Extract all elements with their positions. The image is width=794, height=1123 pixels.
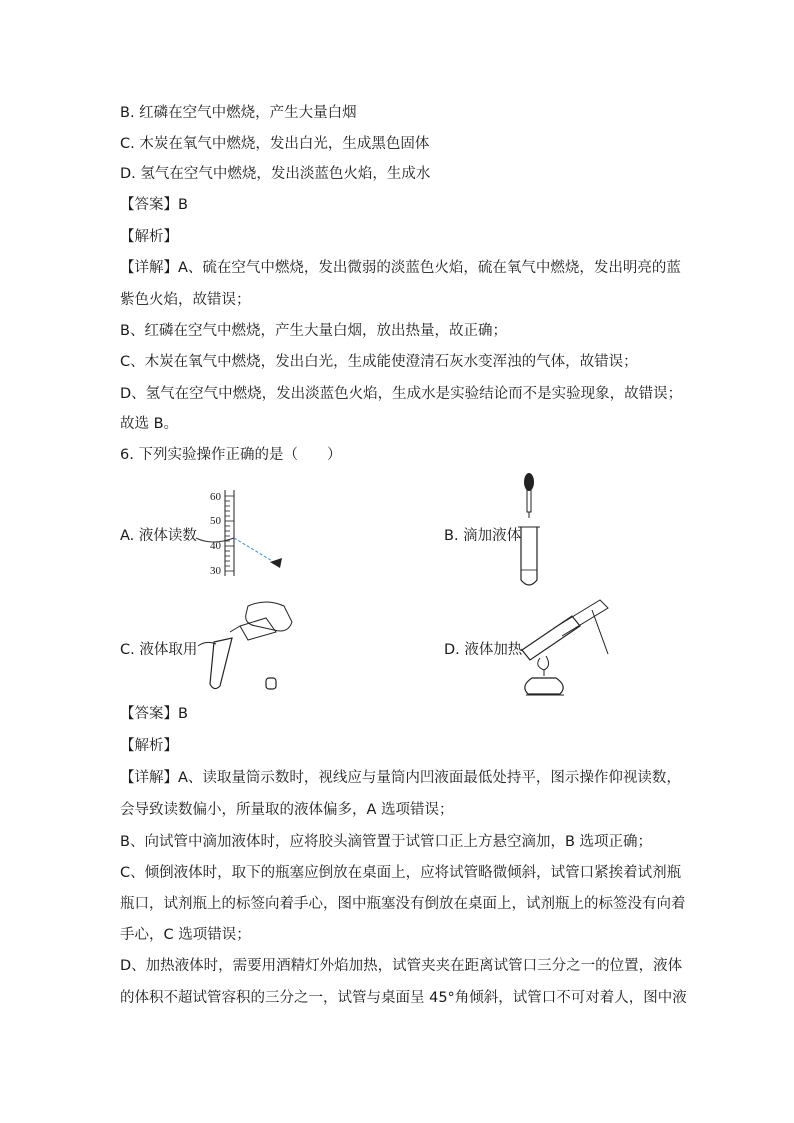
sight-line [234, 538, 274, 562]
analysis-heading: 【解析】 [120, 229, 178, 245]
detail-line: 【详解】A、读取量筒示数时，视线应与量筒内凹液面最低处持平，图示操作仰视读数， [120, 770, 681, 786]
option-d-label: D. 液体加热 [444, 642, 523, 658]
option-b-label: B. 滴加液体 [444, 528, 522, 544]
test-tube-icon [521, 527, 537, 585]
eye-icon [270, 558, 282, 568]
detail-line: B、向试管中滴加液体时，应将胶头滴管置于试管口正上方悬空滴加，B 选项正确； [120, 834, 653, 850]
detail-line: 【详解】A、硫在空气中燃烧，发出微弱的淡蓝色火焰，硫在氧气中燃烧，发出明亮的蓝 [120, 260, 681, 276]
question-stem: 6. 下列实验操作正确的是（ ） [120, 447, 342, 463]
tick-label: 60 [210, 491, 221, 503]
detail-line: D、加热液体时，需要用酒精灯外焰加热，试管夹夹在距离试管口三分之一的位置，液体 [120, 958, 683, 974]
analysis-heading: 【解析】 [120, 738, 178, 754]
detail-line: 瓶口，试剂瓶上的标签向着手心，图中瓶塞没有倒放在桌面上，试剂瓶上的标签没有向着 [120, 896, 686, 912]
option-a-label: A. 液体读数 [120, 528, 197, 544]
option-d-text: D. 氢气在空气中燃烧，发出淡蓝色火焰，生成水 [120, 166, 431, 182]
tilted-test-tube-icon [210, 638, 232, 689]
option-c-label: C. 液体取用 [120, 642, 198, 658]
answer-label: 【答案】B [120, 706, 188, 722]
pouring-liquid-figure [196, 598, 296, 694]
tick-label: 50 [210, 515, 221, 527]
option-b-text: B. 红磷在空气中燃烧，产生大量白烟 [120, 105, 357, 121]
option-c-text: C. 木炭在氧气中燃烧，发出白光，生成黑色固体 [120, 136, 430, 152]
detail-line: B、红磷在空气中燃烧，产生大量白烟，放出热量，故正确； [120, 323, 507, 339]
dropper-test-tube-figure [508, 470, 548, 592]
test-tube-icon [522, 616, 580, 660]
detail-line: 故选 B。 [120, 416, 179, 432]
heating-liquid-figure [514, 596, 614, 698]
tick-label: 30 [210, 565, 221, 577]
graduated-cylinder-figure [190, 486, 300, 578]
detail-line: C、倾倒液体时，取下的瓶塞应倒放在桌面上，应将试管略微倾斜，试管口紧挨着试剂瓶 [120, 865, 682, 881]
tick-label: 40 [210, 540, 221, 552]
detail-line: 的体积不超试管容积的三分之一，试管与桌面呈 45°角倾斜，试管口不可对着人，图中液 [120, 990, 687, 1006]
detail-line: 手心，C 选项错误； [120, 927, 251, 943]
bottle-stopper-icon [266, 678, 276, 689]
detail-line: D、氢气在空气中燃烧，发出淡蓝色火焰，生成水是实验结论而不是实验现象，故错误； [120, 386, 683, 402]
flame-icon [538, 656, 549, 670]
answer-label: 【答案】B [120, 197, 188, 213]
detail-line: 紫色火焰，故错误； [120, 292, 251, 308]
alcohol-lamp-icon [525, 678, 563, 694]
detail-line: C、木炭在氧气中燃烧，发出白光，生成能使澄清石灰水变浑浊的气体，故错误； [120, 354, 638, 370]
cylinder-ticks [210, 491, 222, 577]
dropper-bulb-icon [524, 473, 534, 491]
hand-icon [246, 602, 292, 631]
detail-line: 会导致读数偏小，所量取的液体偏多，A 选项错误； [120, 802, 454, 818]
